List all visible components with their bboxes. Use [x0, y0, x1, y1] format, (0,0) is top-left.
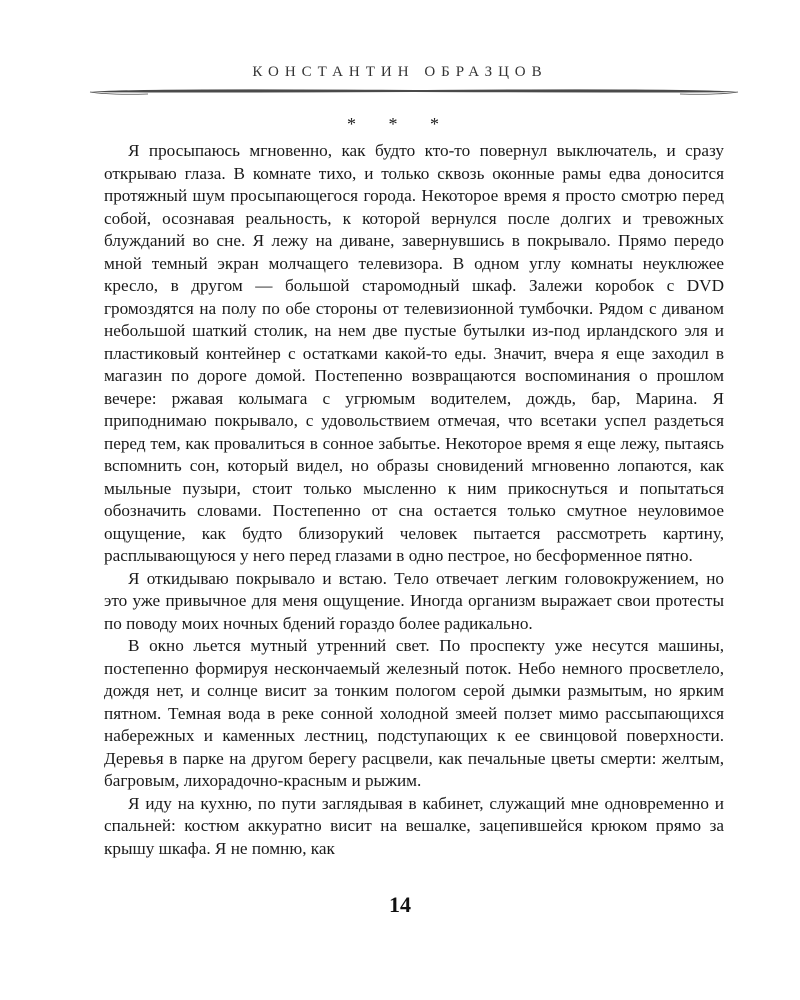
paragraph: Я иду на кухню, по пути заглядывая в кабинет, служащий мне одновременно и спальней: костюм аккуратно висит на вешалке, зацепившейся крюком прямо за крышу шкафа. Я не помню, как	[104, 793, 724, 858]
page-number: 14	[389, 892, 411, 917]
body-text	[104, 140, 724, 860]
section-break-asterisks: * * *	[347, 114, 453, 134]
running-header-author: КОНСТАНТИН ОБРАЗЦОВ	[252, 64, 548, 80]
paragraph: В окно льется мутный утренний свет. По проспекту уже несутся машины, постепенно формируя нескончаемый железный поток. Небо немного просветлело, дождя нет, и солнце висит за тонким пологом серой дымки размытым, но ярким пятном. Темная вода в реке сонной холодной змеей ползет мимо рассыпающихся набережных и каменных лестниц, подступающих к ее свинцовой поверхности. Деревья в парке на другом берегу расцвели, как печальные цветы смерти: желтым, багровым, лихорадочно-красным и рыжим.	[104, 636, 724, 790]
paragraph: Я откидываю покрывало и встаю. Тело отвечает легким головокружением, но это уже привычное для меня ощущение. Иногда организм выражает свои протесты по поводу моих ночных бдений гораздо более радикально.	[104, 568, 724, 633]
paragraph: Я просыпаюсь мгновенно, как будто кто-то повернул выключатель, и сразу открываю глаза. В комнате тихо, и только сквозь оконные рамы едва доносится протяжный шум просыпающегося города. Некоторое время я просто смотрю перед собой, осознавая реальность, к которой вернулся после долгих и тревожных блужданий во сне. Я лежу на диване, завернувшись в покрывало. Прямо передо мной темный экран молчащего телевизора. В одном углу комнаты неуклюжее кресло, в другом — большой старомодный шкаф. Залежи коробок с DVD громоздятся на полу по обе стороны от телевизионной тумбочки. Рядом с диваном небольшой шаткий столик, на нем две пустые бутылки из-под ирландского эля и пластиковый контейнер с остатками какой-то еды. Значит, вчера я еще заходил в магазин по дороге домой. Постепенно возвращаются воспоминания о прошлом вечере: ржавая колымага с угрюмым водителем, дождь, бар, Марина. Я приподнимаю покрывало, с удовольствием отмечая, что всетаки успел раздеться перед тем, как провалиться в сонное забытье. Некоторое время я еще лежу, пытаясь вспомнить сон, который видел, но образы сновидений мгновенно лопаются, как мыльные пузыри, стоит только мысленно к ним прикоснуться и попытаться обозначить словами. Постепенно от сна остается только смутное неуловимое ощущение, как будто близорукий человек пытается рассмотреть картину, расплывающуюся у него перед глазами в одно пестрое, но бесформенное пятно.	[104, 141, 724, 565]
header-rule-ornament	[88, 86, 740, 100]
